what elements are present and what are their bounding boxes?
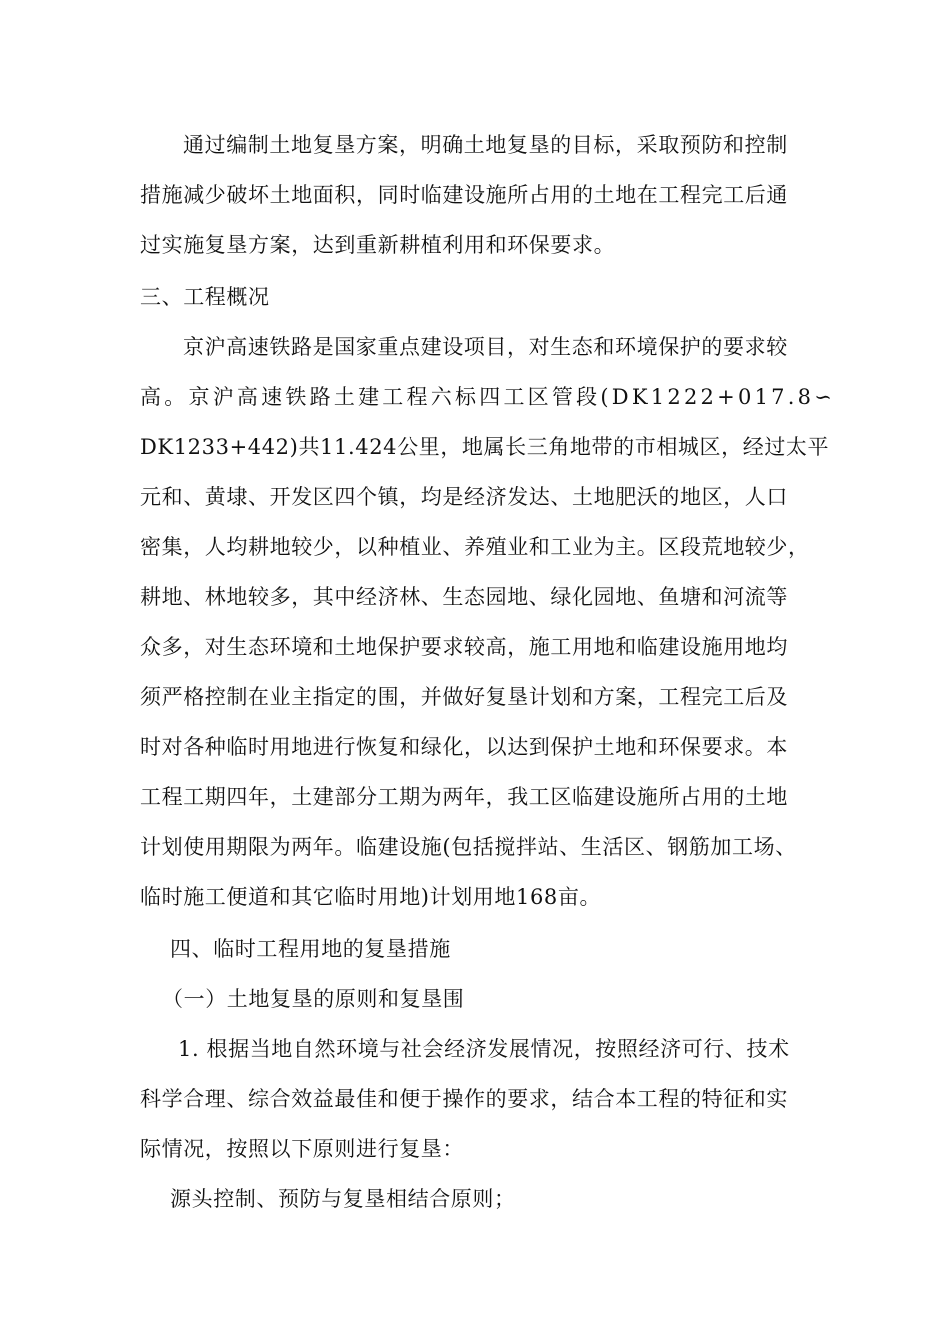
paragraph-line: 通过编制土地复垦方案，明确土地复垦的目标，采取预防和控制 [183, 133, 788, 157]
paragraph-line: 计划使用期限为两年。临建设施(包括搅拌站、生活区、钢筋加工场、 [140, 835, 797, 859]
paragraph-line: 京沪高速铁路是国家重点建设项目，对生态和环境保护的要求较 [183, 335, 788, 359]
paragraph-line: 密集，人均耕地较少，以种植业、养殖业和工业为主。区段荒地较少， [140, 535, 810, 559]
paragraph-line: 际情况，按照以下原则进行复垦： [140, 1137, 464, 1161]
paragraph-line: DK1233+442)共11.424公里，地属长三角地带的市相城区，经过太平 [140, 435, 830, 459]
paragraph-line: 临时施工便道和其它临时用地)计划用地168亩。 [140, 885, 602, 909]
section-heading: 三、工程概况 [140, 285, 270, 309]
paragraph-line: 高。京沪高速铁路土建工程六标四工区管段(DK1222+017.8∽ [140, 385, 836, 409]
paragraph-line: 科学合理、综合效益最佳和便于操作的要求，结合本工程的特征和实 [140, 1087, 788, 1111]
paragraph-line: 时对各种临时用地进行恢复和绿化，以达到保护土地和环保要求。本 [140, 735, 788, 759]
paragraph-line: 元和、黄埭、开发区四个镇，均是经济发达、土地肥沃的地区，人口 [140, 485, 788, 509]
paragraph-line: 措施减少破坏土地面积，同时临建设施所占用的土地在工程完工后通 [140, 183, 788, 207]
paragraph-line: 耕地、林地较多，其中经济林、生态园地、绿化园地、鱼塘和河流等 [140, 585, 788, 609]
paragraph-line: 源头控制、预防与复垦相结合原则； [170, 1187, 516, 1211]
paragraph-line: 工程工期四年，土建部分工期为两年，我工区临建设施所占用的土地 [140, 785, 788, 809]
section-heading: 四、临时工程用地的复垦措施 [170, 937, 451, 961]
paragraph-line: 过实施复垦方案，达到重新耕植利用和环保要求。 [140, 233, 616, 257]
subsection-heading: （一）土地复垦的原则和复垦围 [162, 987, 465, 1011]
paragraph-line: 1. 根据当地自然环境与社会经济发展情况，按照经济可行、技术 [178, 1037, 790, 1061]
paragraph-line: 须严格控制在业主指定的围，并做好复垦计划和方案，工程完工后及 [140, 685, 788, 709]
paragraph-line: 众多，对生态环境和土地保护要求较高，施工用地和临建设施用地均 [140, 635, 788, 659]
